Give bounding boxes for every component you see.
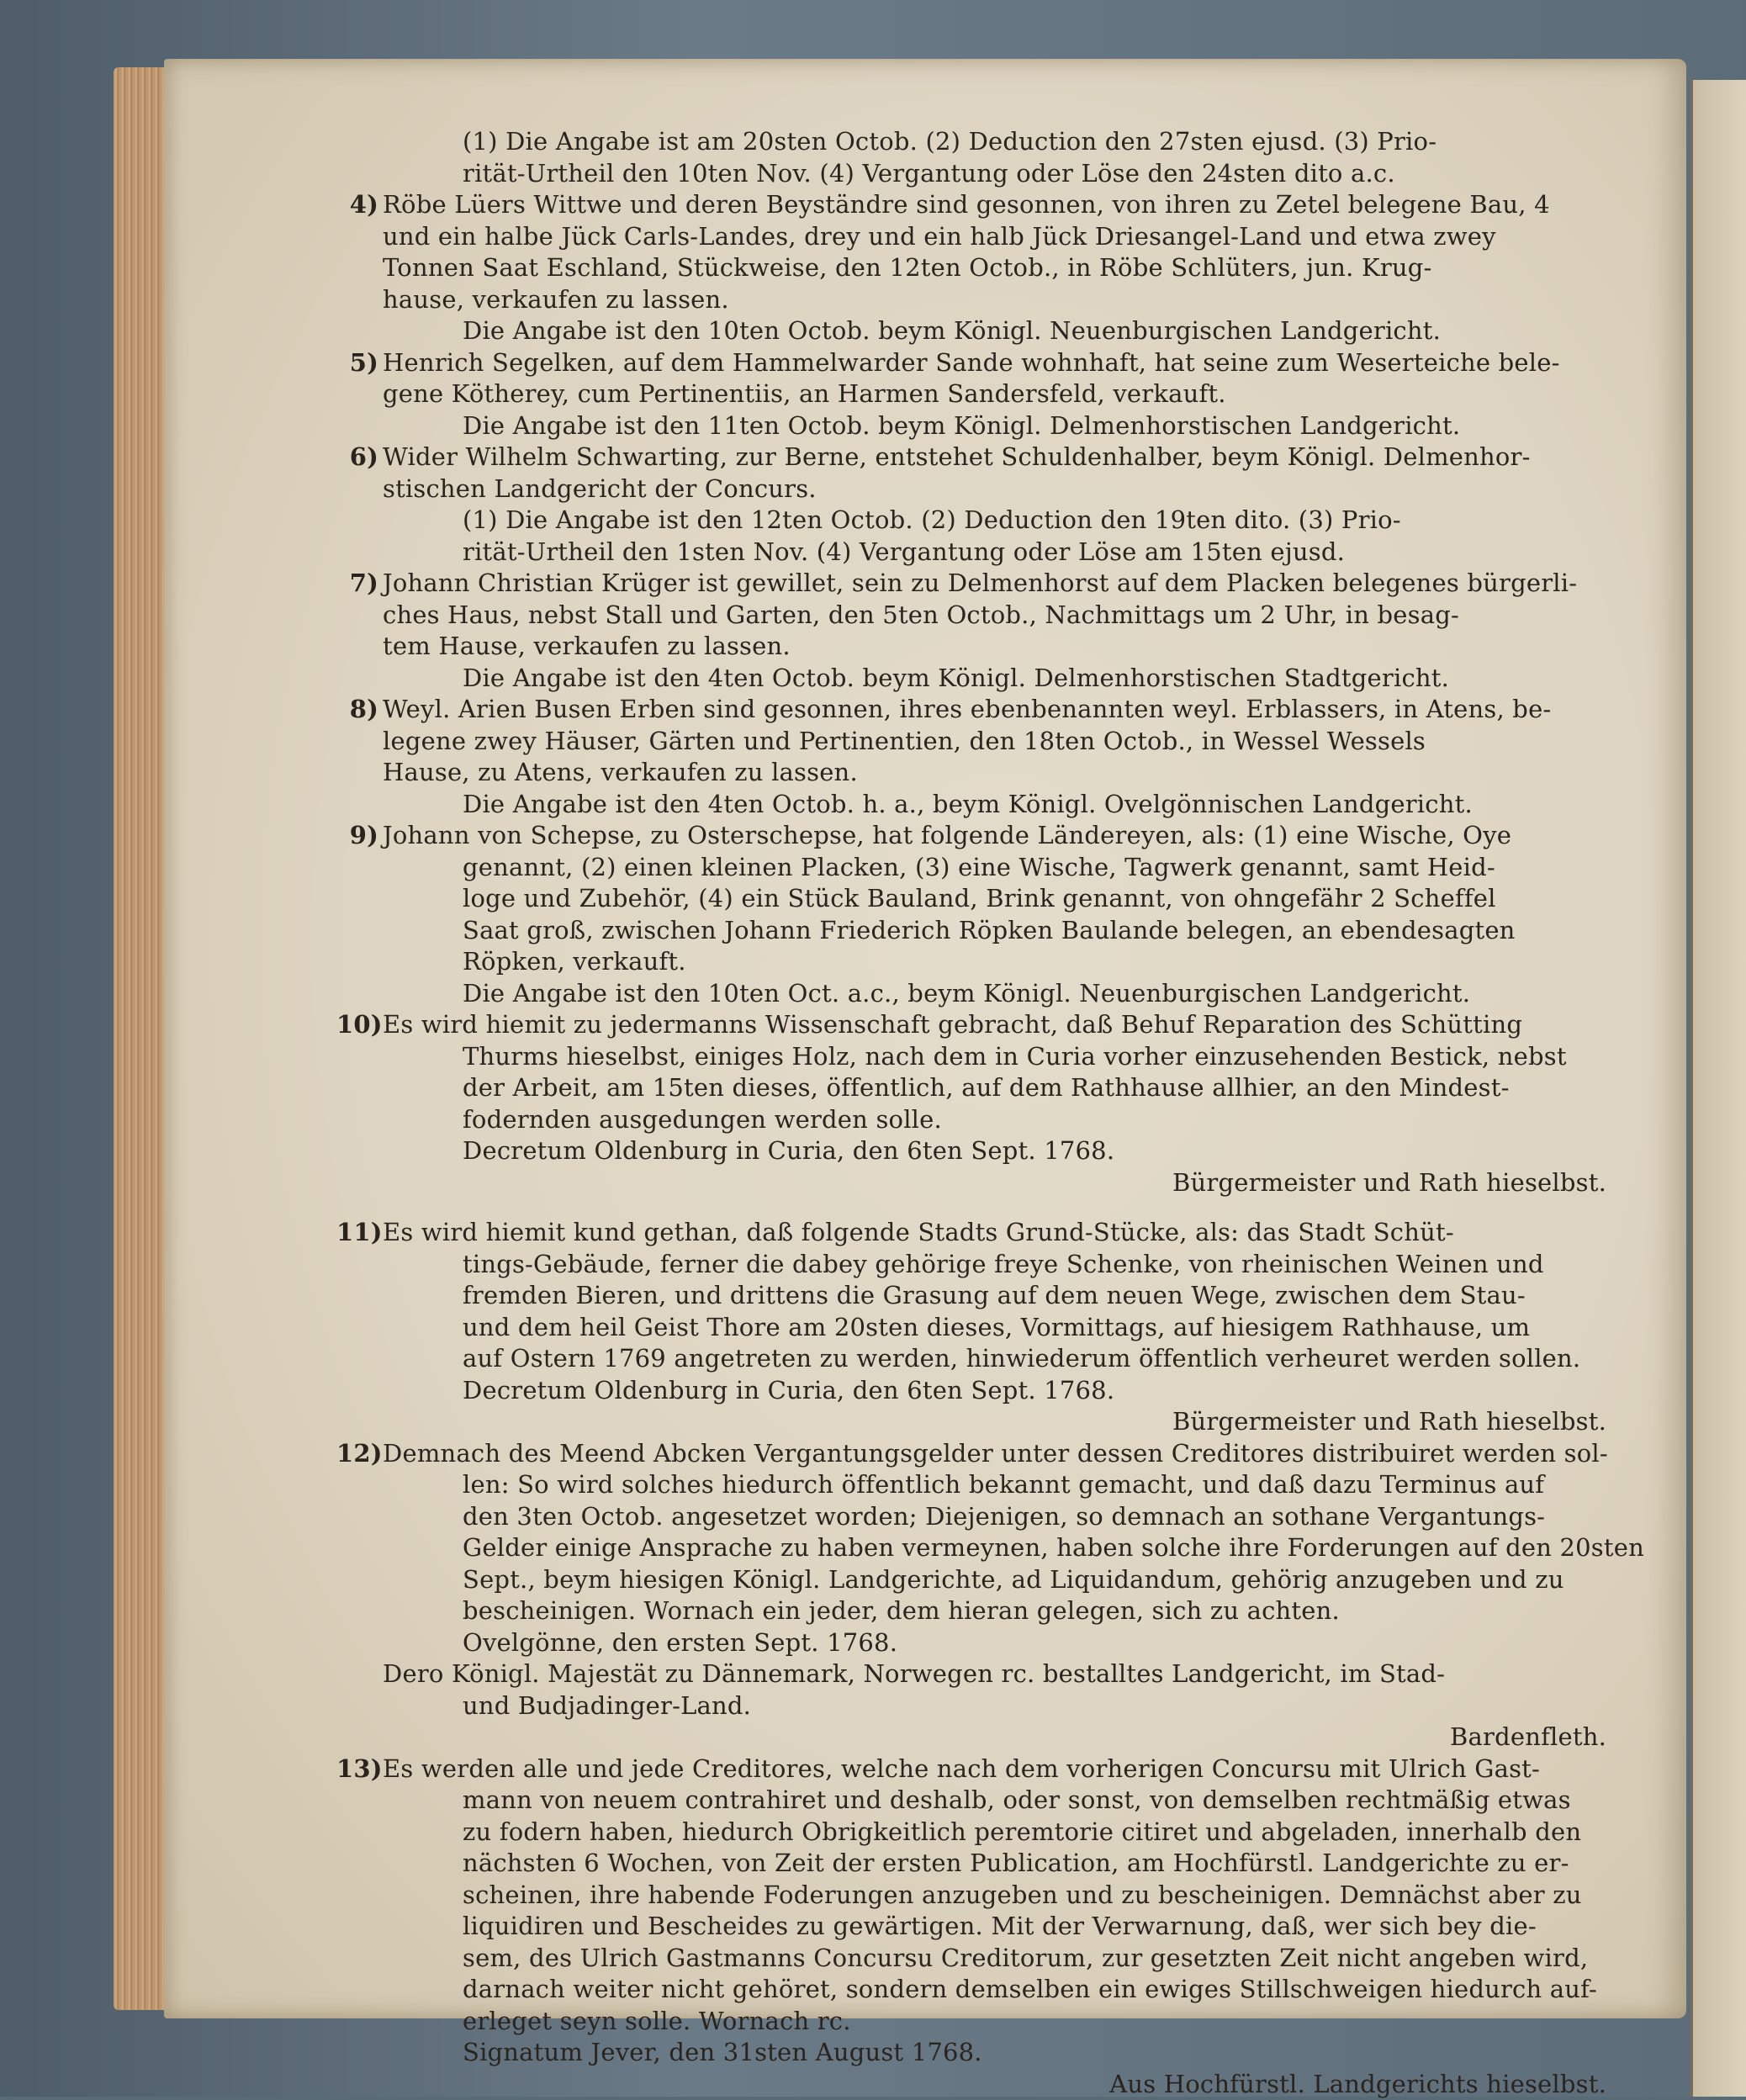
text-line bbox=[383, 1754, 1632, 1785]
section-gap bbox=[383, 1198, 1632, 1217]
notice-entry bbox=[383, 347, 1632, 442]
text-line bbox=[383, 1280, 1632, 1312]
text-line bbox=[383, 1375, 1632, 1407]
text-line bbox=[383, 1501, 1632, 1533]
text-line bbox=[383, 1406, 1632, 1438]
line-text: Ovelgönne, den ersten Sept. 1768. bbox=[463, 1628, 897, 1657]
text-line bbox=[383, 568, 1632, 600]
line-text: Wider Wilhelm Schwarting, zur Berne, entstehet Schuldenhalber, beym Königl. Delmenhor- bbox=[383, 442, 1531, 471]
line-text: Bardenfleth. bbox=[1450, 1722, 1606, 1751]
text-line bbox=[383, 1848, 1632, 1880]
notice-entry bbox=[383, 820, 1632, 1009]
text-line bbox=[383, 883, 1632, 915]
line-text: Es wird hiemit zu jedermanns Wissenschaft gebracht, daß Behuf Reparation des Schütting bbox=[383, 1010, 1522, 1039]
line-text: rität-Urtheil den 10ten Nov. (4) Vergantung oder Löse den 24sten dito a.c. bbox=[463, 159, 1395, 188]
text-line bbox=[383, 1343, 1632, 1375]
line-text: nächsten 6 Wochen, von Zeit der ersten Publication, am Hochfürstl. Landgerichte zu er- bbox=[463, 1849, 1569, 1877]
notice-entry bbox=[383, 1754, 1632, 2100]
line-text: Decretum Oldenburg in Curia, den 6ten Sept. 1768. bbox=[463, 1376, 1114, 1404]
text-line bbox=[383, 694, 1632, 726]
text-line bbox=[383, 1817, 1632, 1849]
facing-page-edge bbox=[1690, 80, 1746, 2097]
line-text: len: So wird solches hiedurch öffentlich bekannt gemacht, und daß dazu Terminus auf bbox=[463, 1470, 1544, 1499]
text-line bbox=[383, 158, 1632, 190]
line-text: ches Haus, nebst Stall und Garten, den 5ten Octob., Nachmittags um 2 Uhr, in besag- bbox=[383, 600, 1459, 629]
entry-number: 7) bbox=[336, 568, 378, 600]
line-text: (1) Die Angabe ist am 20sten Octob. (2) Deduction den 27sten ejusd. (3) Prio- bbox=[463, 127, 1436, 156]
text-line bbox=[383, 442, 1632, 473]
entry-number: 8) bbox=[336, 694, 378, 726]
notice-entry bbox=[383, 694, 1632, 820]
entry-number: 9) bbox=[336, 820, 378, 852]
entry-number: 6) bbox=[336, 442, 378, 473]
text-line bbox=[383, 347, 1632, 379]
text-line bbox=[383, 915, 1632, 947]
text-line bbox=[383, 1785, 1632, 1817]
line-text: liquidiren und Bescheides zu gewärtigen. Mit der Verwarnung, daß, wer sich bey die- bbox=[463, 1912, 1537, 1940]
text-line bbox=[383, 1690, 1632, 1722]
line-text: Tonnen Saat Eschland, Stückweise, den 12ten Octob., in Röbe Schlüters, jun. Krug- bbox=[383, 253, 1432, 282]
text-line bbox=[383, 1532, 1632, 1564]
line-text: darnach weiter nicht gehöret, sondern demselben ein ewiges Stillschweigen hiedurch auf- bbox=[463, 1975, 1597, 2003]
text-line bbox=[383, 1135, 1632, 1167]
line-text: und ein halbe Jück Carls-Landes, drey und ein halb Jück Driesangel-Land und etwa zwey bbox=[383, 222, 1496, 251]
text-line bbox=[383, 1041, 1632, 1073]
line-text: auf Ostern 1769 angetreten zu werden, hinwiederum öffentlich verheuret werden sollen. bbox=[463, 1344, 1580, 1373]
line-text: loge und Zubehör, (4) ein Stück Bauland, Brink genannt, von ohngefähr 2 Scheffel bbox=[463, 884, 1496, 912]
text-line bbox=[383, 789, 1632, 821]
line-text: sem, des Ulrich Gastmanns Concursu Creditorum, zur gesetzten Zeit nicht angeben wird, bbox=[463, 1944, 1588, 1972]
line-text: rität-Urtheil den 1sten Nov. (4) Vergantung oder Löse am 15ten ejusd. bbox=[463, 537, 1345, 566]
line-text: Decretum Oldenburg in Curia, den 6ten Sept. 1768. bbox=[463, 1136, 1114, 1165]
text-line bbox=[383, 757, 1632, 789]
line-text: Demnach des Meend Abcken Vergantungsgelder unter dessen Creditores distribuiret werden sol- bbox=[383, 1439, 1608, 1468]
line-text: Thurms hieselbst, einiges Holz, nach dem in Curia vorher einzusehenden Bestick, nebst bbox=[463, 1042, 1567, 1071]
notice-entry bbox=[383, 442, 1632, 568]
entry-number: 13) bbox=[336, 1754, 378, 1785]
text-line bbox=[383, 1217, 1632, 1249]
text-line bbox=[383, 946, 1632, 978]
text-line bbox=[383, 2069, 1632, 2100]
line-text: erleget seyn solle. Wornach rc. bbox=[463, 2007, 851, 2035]
text-line bbox=[383, 378, 1632, 410]
text-line bbox=[383, 315, 1632, 347]
line-text: Saat groß, zwischen Johann Friederich Röpken Baulande belegen, an ebendesagten bbox=[463, 916, 1516, 944]
line-text: Bürgermeister und Rath hieselbst. bbox=[1172, 1168, 1606, 1197]
line-text: Die Angabe ist den 10ten Oct. a.c., beym Königl. Neuenburgischen Landgericht. bbox=[463, 979, 1470, 1008]
line-text: Die Angabe ist den 4ten Octob. beym Königl. Delmenhorstischen Stadtgericht. bbox=[463, 664, 1449, 692]
line-text: Röpken, verkauft. bbox=[463, 947, 686, 976]
text-line bbox=[383, 820, 1632, 852]
line-text: fodernden ausgedungen werden solle. bbox=[463, 1105, 942, 1134]
text-line bbox=[383, 1312, 1632, 1344]
line-text: mann von neuem contrahiret und deshalb, oder sonst, von demselben rechtmäßig etwas bbox=[463, 1785, 1571, 1814]
text-line bbox=[383, 126, 1632, 158]
notice-entry bbox=[383, 126, 1632, 189]
entry-number: 10) bbox=[336, 1009, 378, 1041]
text-line bbox=[383, 2006, 1632, 2038]
line-text: tings-Gebäude, ferner die dabey gehörige freye Schenke, von rheinischen Weinen und bbox=[463, 1250, 1544, 1278]
text-line bbox=[383, 1104, 1632, 1136]
text-line bbox=[383, 1880, 1632, 1912]
line-text: fremden Bieren, und drittens die Grasung auf dem neuen Wege, zwischen dem Stau- bbox=[463, 1281, 1526, 1309]
notice-entry bbox=[383, 568, 1632, 694]
line-text: Die Angabe ist den 10ten Octob. beym Königl. Neuenburgischen Landgericht. bbox=[463, 316, 1441, 345]
text-line bbox=[383, 852, 1632, 884]
notice-entry bbox=[383, 1009, 1632, 1198]
line-text: Gelder einige Ansprache zu haben vermeynen, haben solche ihre Forderungen auf den 20sten bbox=[463, 1533, 1644, 1562]
text-line bbox=[383, 2037, 1632, 2069]
text-line bbox=[383, 284, 1632, 316]
line-text: und dem heil Geist Thore am 20sten dieses, Vormittags, auf hiesigem Rathhause, um bbox=[463, 1313, 1530, 1341]
text-line bbox=[383, 1167, 1632, 1199]
line-text: Die Angabe ist den 11ten Octob. beym Königl. Delmenhorstischen Landgericht. bbox=[463, 411, 1460, 440]
line-text: und Budjadinger-Land. bbox=[463, 1691, 751, 1720]
text-line bbox=[383, 473, 1632, 505]
text-line bbox=[383, 1911, 1632, 1943]
text-line bbox=[383, 537, 1632, 569]
text-line bbox=[383, 1072, 1632, 1104]
text-line bbox=[383, 1009, 1632, 1041]
line-text: Aus Hochfürstl. Landgerichts hieselbst. bbox=[1109, 2070, 1606, 2098]
line-text: Röbe Lüers Wittwe und deren Beyständre sind gesonnen, von ihren zu Zetel belegene Bau, 4 bbox=[383, 190, 1550, 219]
text-line bbox=[383, 1627, 1632, 1659]
line-text: Dero Königl. Majestät zu Dännemark, Norwegen rc. bestalltes Landgericht, im Stad- bbox=[383, 1659, 1445, 1688]
line-text: Hause, zu Atens, verkaufen zu lassen. bbox=[383, 758, 858, 786]
line-text: der Arbeit, am 15ten dieses, öffentlich, auf dem Rathhause allhier, an den Mindest- bbox=[463, 1073, 1510, 1102]
line-text: zu fodern haben, hiedurch Obrigkeitlich peremtorie citiret und abgeladen, innerhalb den bbox=[463, 1817, 1581, 1846]
notice-entry bbox=[383, 1438, 1632, 1754]
entry-number: 11) bbox=[336, 1217, 378, 1249]
notice-entry bbox=[383, 189, 1632, 347]
text-line bbox=[383, 1595, 1632, 1627]
line-text: Es wird hiemit kund gethan, daß folgende Stadts Grund-Stücke, als: das Stadt Schüt- bbox=[383, 1218, 1454, 1246]
text-line bbox=[383, 1438, 1632, 1470]
notice-entry bbox=[383, 1198, 1632, 1438]
line-text: hause, verkaufen zu lassen. bbox=[383, 285, 729, 314]
text-line bbox=[383, 726, 1632, 758]
text-line bbox=[383, 1943, 1632, 1975]
text-line bbox=[383, 505, 1632, 537]
line-text: genannt, (2) einen kleinen Placken, (3) eine Wische, Tagwerk genannt, samt Heid- bbox=[463, 853, 1495, 881]
line-text: Die Angabe ist den 4ten Octob. h. a., beym Königl. Ovelgönnischen Landgericht. bbox=[463, 790, 1473, 818]
line-text: legene zwey Häuser, Gärten und Pertinentien, den 18ten Octob., in Wessel Wessels bbox=[383, 727, 1426, 755]
line-text: den 3ten Octob. angesetzet worden; Diejenigen, so demnach an sothane Vergantungs- bbox=[463, 1502, 1545, 1531]
text-line bbox=[383, 1469, 1632, 1501]
line-text: stischen Landgericht der Concurs. bbox=[383, 474, 817, 503]
text-line bbox=[383, 189, 1632, 221]
entry-number: 4) bbox=[336, 189, 378, 221]
entry-number: 5) bbox=[336, 347, 378, 379]
entry-number: 12) bbox=[336, 1438, 378, 1470]
text-line bbox=[383, 978, 1632, 1010]
text-line bbox=[383, 1658, 1632, 1690]
text-line bbox=[383, 1249, 1632, 1281]
text-line bbox=[383, 221, 1632, 253]
line-text: Johann Christian Krüger ist gewillet, sein zu Delmenhorst auf dem Placken belegenes bürgerli- bbox=[383, 569, 1577, 597]
line-text: gene Kötherey, cum Pertinentiis, an Harmen Sandersfeld, verkauft. bbox=[383, 379, 1226, 408]
line-text: Signatum Jever, den 31sten August 1768. bbox=[463, 2038, 982, 2066]
text-line bbox=[383, 600, 1632, 632]
text-line bbox=[383, 1722, 1632, 1754]
text-line bbox=[383, 1564, 1632, 1596]
text-line bbox=[383, 252, 1632, 284]
document-text bbox=[383, 126, 1632, 2100]
text-line bbox=[383, 631, 1632, 663]
line-text: bescheinigen. Wornach ein jeder, dem hieran gelegen, sich zu achten. bbox=[463, 1596, 1340, 1625]
text-line bbox=[383, 663, 1632, 695]
line-text: Henrich Segelken, auf dem Hammelwarder Sande wohnhaft, hat seine zum Weserteiche bele- bbox=[383, 348, 1560, 377]
line-text: Weyl. Arien Busen Erben sind gesonnen, ihres ebenbenannten weyl. Erblassers, in Atens, be- bbox=[383, 695, 1551, 723]
line-text: Johann von Schepse, zu Osterschepse, hat folgende Ländereyen, als: (1) eine Wische, Oye bbox=[383, 821, 1511, 849]
line-text: Sept., beym hiesigen Königl. Landgerichte, ad Liquidandum, gehörig anzugeben und zu bbox=[463, 1565, 1564, 1594]
line-text: tem Hause, verkaufen zu lassen. bbox=[383, 632, 791, 660]
text-line bbox=[383, 410, 1632, 442]
text-line bbox=[383, 1974, 1632, 2006]
line-text: Es werden alle und jede Creditores, welche nach dem vorherigen Concursu mit Ulrich Gast- bbox=[383, 1754, 1540, 1783]
line-text: (1) Die Angabe ist den 12ten Octob. (2) Deduction den 19ten dito. (3) Prio- bbox=[463, 505, 1401, 534]
line-text: scheinen, ihre habende Foderungen anzugeben und zu bescheinigen. Demnächst aber zu bbox=[463, 1880, 1582, 1909]
line-text: Bürgermeister und Rath hieselbst. bbox=[1172, 1407, 1606, 1436]
